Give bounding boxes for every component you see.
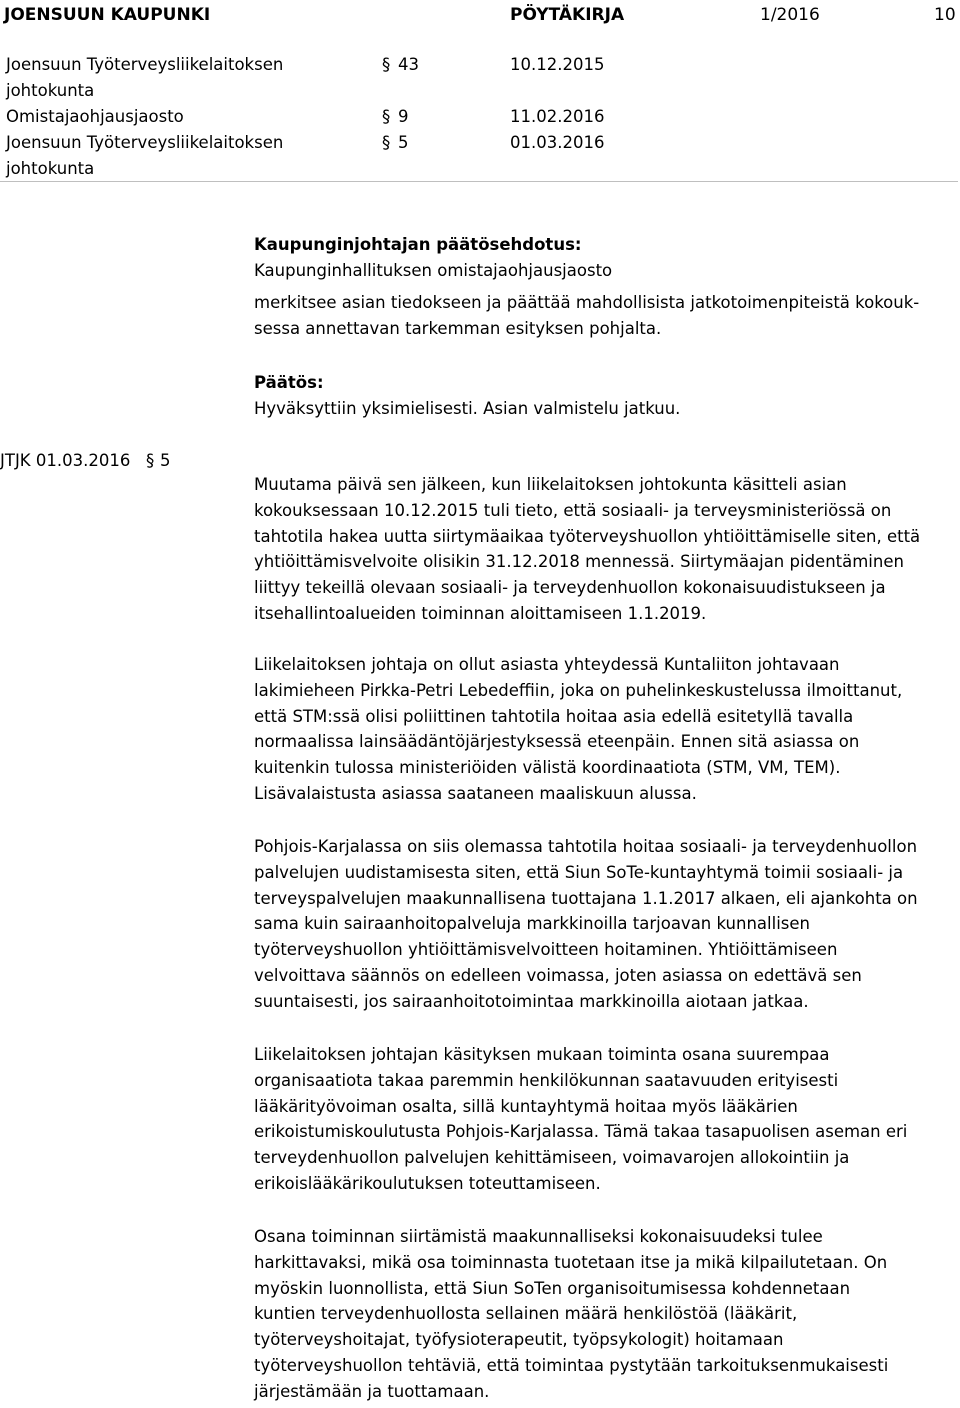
text-line: työterveyshuollon tehtäviä, että toimintaa pystytään tarkoituksenmukaisesti: [254, 1355, 889, 1375]
text-line: suuntaisesti, jos sairaanhoitotoimintaa markkinoilla aiotaan jatkaa.: [254, 991, 809, 1011]
text-line: velvoittava säännös on edelleen voimassa, joten asiassa on edettävä sen: [254, 965, 862, 985]
text-line: tahtotila hakea uutta siirtymäaikaa työterveyshuollon yhtiöittämiselle siten, että: [254, 526, 921, 546]
text-line: Lisävalaistusta asiassa saataneen maaliskuun alussa.: [254, 783, 697, 803]
municipality-name: JOENSUUN KAUPUNKI: [4, 5, 211, 25]
body-paragraph: [254, 834, 956, 1015]
history-section: 43: [398, 55, 419, 74]
decision-heading: Päätös:: [254, 373, 324, 392]
text-line: organisaatiota takaa paremmin henkilökunnan saatavuuden erityisesti: [254, 1070, 839, 1090]
text-line: yhtiöittämisvelvoite olisikin 31.12.2018 mennessä. Siirtymäajan pidentäminen: [254, 552, 904, 572]
page-number: 10: [934, 5, 956, 25]
text-line: terveydenhuollon palvelujen kehittämiseen, voimavarojen allokointiin ja: [254, 1148, 850, 1168]
text-line: kokouksessaan 10.12.2015 tuli tieto, että sosiaali- ja terveysministeriössä on: [254, 500, 892, 520]
proposal-text: [254, 290, 956, 342]
text-line: sama kuin sairaanhoitopalveluja markkinoilla tarjoavan kunnallisen: [254, 914, 810, 934]
document-number: 1/2016: [760, 5, 820, 25]
text-line: että STM:ssä olisi poliittinen tahtotila hoitaa asia edellä esitetyllä tavalla: [254, 706, 854, 726]
text-line: Liikelaitoksen johtaja on ollut asiasta yhteydessä Kuntaliiton johtavaan: [254, 655, 840, 674]
document-type: PÖYTÄKIRJA: [510, 5, 625, 25]
text-line: itsehallintoalueiden toiminnan aloittamiseen 1.1.2019.: [254, 603, 707, 623]
text-line: Pohjois-Karjalassa on siis olemassa tahtotila hoitaa sosiaali- ja terveydenhuollon: [254, 837, 918, 856]
body-paragraph: [254, 652, 956, 807]
body-paragraph: [254, 472, 956, 627]
text-line: palvelujen uudistamisesta siten, että Siun SoTe-kuntayhtymä toimii sosiaali- ja: [254, 862, 904, 882]
text-line: lakimieheen Pirkka-Petri Lebedeffiin, joka on puhelinkeskustelussa ilmoittanut,: [254, 680, 903, 700]
text-line: merkitsee asian tiedokseen ja päättää mahdollisista jatkotoimenpiteistä kokouk-: [254, 293, 920, 312]
history-organ: Omistajaohjausjaosto: [6, 107, 184, 126]
body-paragraph: [254, 1224, 956, 1405]
section-mark: §: [382, 133, 391, 152]
text-line: työterveyshuollon yhtiöittämisvelvoitteen hoitaminen. Yhtiöittämiseen: [254, 940, 838, 960]
text-line: järjestämään ja tuottamaan.: [254, 1381, 490, 1401]
text-line: lääkärityövoiman osalta, sillä kuntayhtymä hoitaa myös lääkärien: [254, 1096, 798, 1116]
text-line: kuitenkin tulossa ministeriöiden välistä koordinaatiota (STM, VM, TEM).: [254, 758, 841, 778]
history-organ: Joensuun Työterveysliikelaitoksen: [6, 133, 284, 152]
header-divider: [0, 181, 958, 182]
text-line: Muutama päivä sen jälkeen, kun liikelaitoksen johtokunta käsitteli asian: [254, 475, 847, 494]
text-line: terveyspalvelujen maakunnallisena tuottajana 1.1.2017 alkaen, eli ajankohta on: [254, 888, 918, 908]
history-section: 9: [398, 107, 409, 126]
body-paragraph: [254, 1042, 956, 1197]
history-section: 5: [398, 133, 409, 152]
text-line: erikoistumiskoulutusta Pohjois-Karjalassa. Tämä takaa tasapuolisen aseman eri: [254, 1122, 908, 1142]
text-line: erikoislääkärikoulutuksen toteuttamiseen.: [254, 1173, 601, 1193]
jtjk-label: JTJK 01.03.2016: [0, 451, 131, 470]
text-line: työterveyshoitajat, työfysioterapeutit, työpsykologit) hoitamaan: [254, 1330, 784, 1350]
text-line: Osana toiminnan siirtämistä maakunnalliseksi kokonaisuudeksi tulee: [254, 1227, 823, 1246]
text-line: Liikelaitoksen johtajan käsityksen mukaan toiminta osana suurempaa: [254, 1045, 830, 1064]
section-mark: §: [146, 451, 155, 470]
text-line: normaalissa lainsäädäntöjärjestyksessä eteenpäin. Ennen sitä asiassa on: [254, 732, 860, 752]
history-date: 10.12.2015: [510, 55, 605, 74]
history-date: 01.03.2016: [510, 133, 605, 152]
section-mark: §: [382, 55, 391, 74]
text-line: kuntien terveydenhuollosta sellainen määrä henkilöstöä (lääkärit,: [254, 1304, 798, 1324]
proposal-organ: Kaupunginhallituksen omistajaohjausjaosto: [254, 261, 613, 280]
history-organ-continued: johtokunta: [6, 81, 95, 100]
text-line: harkittavaksi, mikä osa toiminnasta tuotetaan itse ja mikä kilpailutetaan. On: [254, 1252, 888, 1272]
text-line: myöskin luonnollista, että Siun SoTen organisoitumisessa kohdennetaan: [254, 1278, 851, 1298]
jtjk-section: 5: [160, 451, 171, 470]
decision-text: Hyväksyttiin yksimielisesti. Asian valmistelu jatkuu.: [254, 399, 681, 418]
section-mark: §: [382, 107, 391, 126]
history-organ-continued: johtokunta: [6, 159, 95, 178]
text-line: liittyy tekeillä olevaan sosiaali- ja terveydenhuollon kokonaisuudistukseen ja: [254, 578, 886, 598]
history-date: 11.02.2016: [510, 107, 605, 126]
history-organ: Joensuun Työterveysliikelaitoksen: [6, 55, 284, 74]
proposal-heading: Kaupunginjohtajan päätösehdotus:: [254, 235, 582, 254]
text-line: sessa annettavan tarkemman esityksen pohjalta.: [254, 318, 662, 338]
